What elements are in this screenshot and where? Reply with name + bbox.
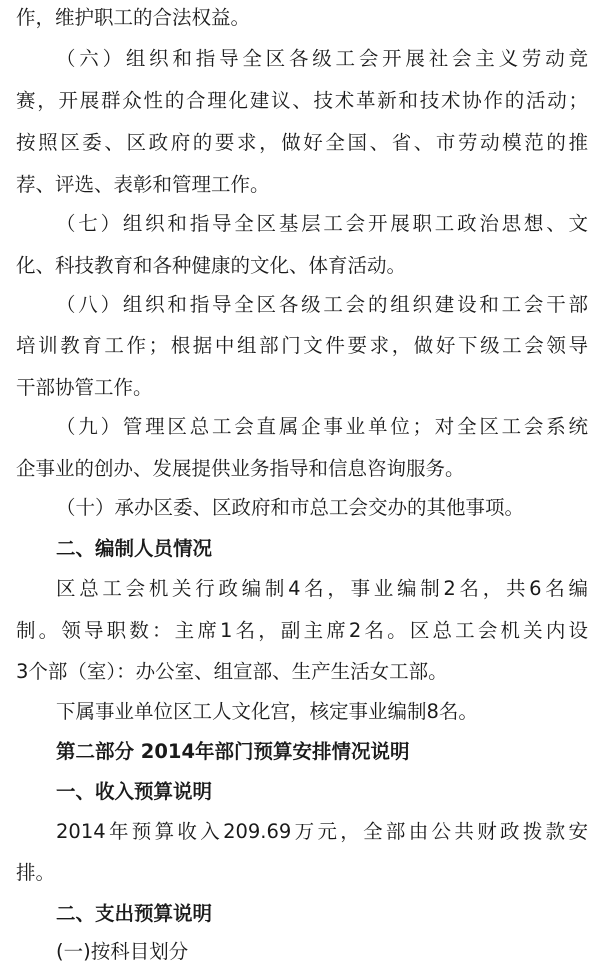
text-line: （七）组织和指导全区基层工会开展职工政治思想、文	[56, 212, 588, 235]
text-line: 下属事业单位区工人文化宫，核定事业编制8名。	[56, 700, 478, 723]
text-line: 区总工会机关行政编制4名，事业编制2名，共6名编	[56, 577, 588, 600]
text-line: 制。领导职数：主席1名，副主席2名。区总工会机关内设	[16, 619, 588, 642]
text-line: 排。	[16, 861, 56, 884]
text-line: 荐、评选、表彰和管理工作。	[16, 173, 270, 196]
text-line: 按照区委、区政府的要求，做好全国、省、市劳动模范的推	[16, 131, 588, 154]
text-line: （九）管理区总工会直属企事业单位；对全区工会系统	[56, 415, 588, 438]
text-line: 赛，开展群众性的合理化建议、技术革新和技术协作的活动；	[16, 89, 588, 112]
part-heading: 第二部分 2014年部门预算安排情况说明	[56, 740, 410, 763]
text-line: 作，维护职工的合法权益。	[16, 6, 251, 29]
text-line: 培训教育工作；根据中组部门文件要求，做好下级工会领导	[16, 334, 588, 357]
sub-heading: (一)按科目划分	[56, 940, 189, 963]
section-heading: 二、编制人员情况	[56, 537, 213, 560]
text-line: （八）组织和指导全区各级工会的组织建设和工会干部	[56, 293, 588, 316]
text-line: 干部协管工作。	[16, 376, 153, 399]
text-line: 化、科技教育和各种健康的文化、体育活动。	[16, 254, 407, 277]
text-line: （六）组织和指导全区各级工会开展社会主义劳动竞	[56, 47, 588, 70]
section-heading: 一、收入预算说明	[56, 780, 213, 803]
text-line: （十）承办区委、区政府和市总工会交办的其他事项。	[56, 496, 525, 519]
text-line: 2014年预算收入209.69万元，全部由公共财政拨款安	[56, 820, 588, 843]
text-line: 企事业的创办、发展提供业务指导和信息咨询服务。	[16, 457, 465, 480]
section-heading: 二、支出预算说明	[56, 902, 213, 925]
text-line: 3个部（室）：办公室、组宣部、生产生活女工部。	[16, 660, 448, 683]
